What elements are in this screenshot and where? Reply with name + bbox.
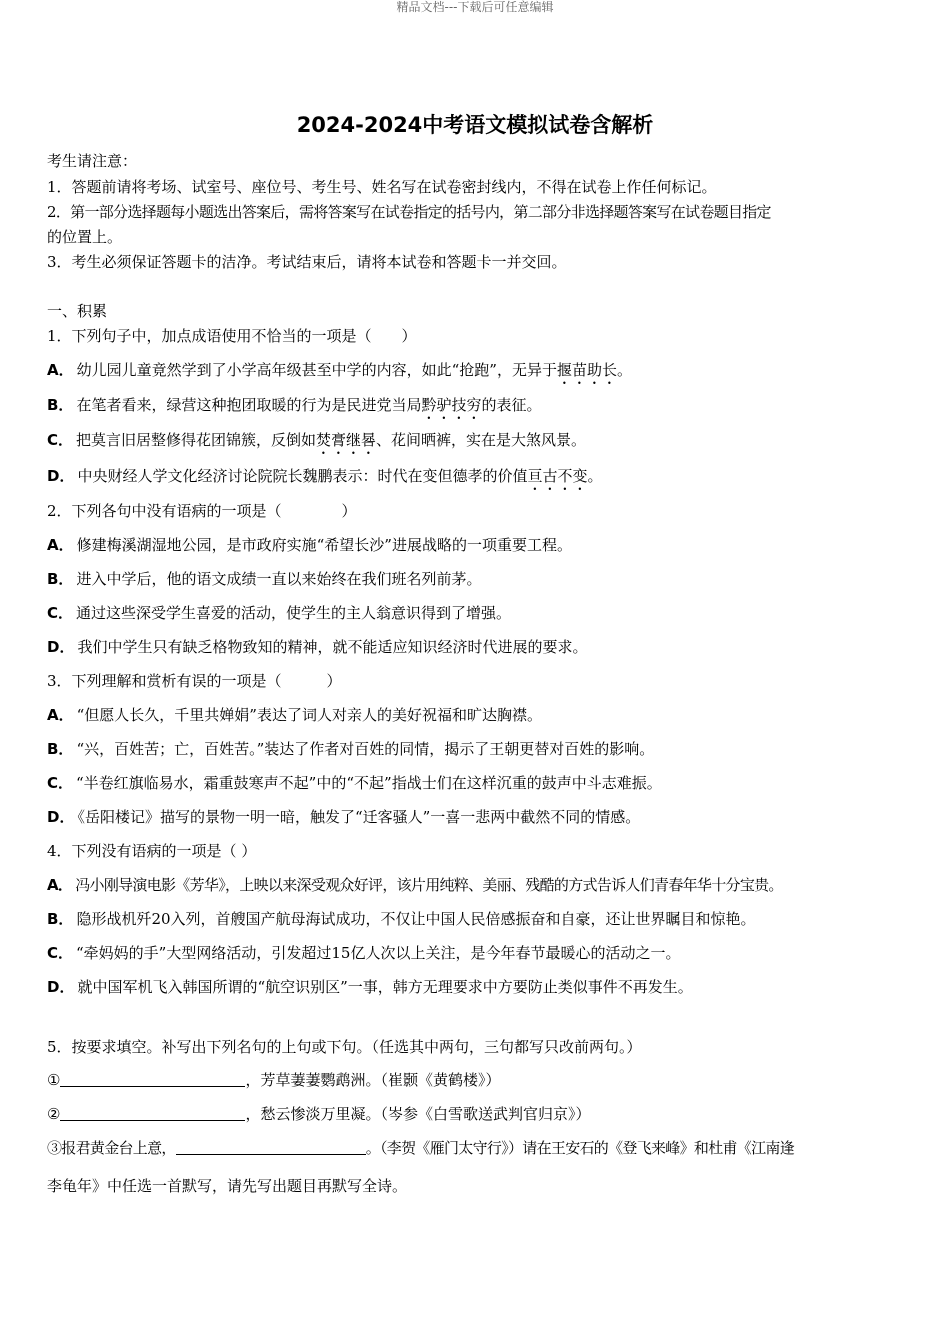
fill-number: ② bbox=[47, 1105, 61, 1123]
option-label: D． bbox=[47, 467, 75, 485]
option-text: “但愿人长久，千里共婵娟”表达了词人对亲人的美好祝福和旷达胸襟。 bbox=[76, 706, 542, 724]
notice-item: 3．考生必须保证答题卡的洁净。考试结束后，请将本试卷和答题卡一并交回。 bbox=[47, 253, 567, 271]
fill-number: ① bbox=[47, 1071, 61, 1089]
notice-item: 的位置上。 bbox=[47, 228, 123, 246]
answer-blank[interactable] bbox=[176, 1139, 366, 1155]
option-label: C． bbox=[47, 431, 74, 449]
option-label: A． bbox=[47, 876, 73, 894]
option-text: 在笔者看来，绿营这种抱团取暖的行为是民进党当局 bbox=[76, 396, 422, 414]
option-text: 幼儿园儿童竟然学到了小学高年级甚至中学的内容，如此“抢跑”，无异于 bbox=[76, 361, 557, 379]
question-3-stem: 3．下列理解和赏析有误的一项是（ ） bbox=[47, 672, 342, 690]
option-text: “牵妈妈的手”大型网络活动，引发超过15亿人次以上关注，是今年春节最暖心的活动之一。 bbox=[76, 944, 681, 962]
question-4-option-c bbox=[47, 943, 680, 963]
question-3-option-c bbox=[47, 773, 662, 793]
question-1-option-b bbox=[47, 395, 541, 423]
option-label: A． bbox=[47, 361, 74, 379]
question-3-option-d bbox=[47, 807, 640, 827]
notice-item: 1．答题前请将考场、试室号、座位号、考生号、姓名写在试卷密封线内，不得在试卷上作任何标记。 bbox=[47, 178, 717, 196]
option-text: 修建梅溪湖湿地公园，是市政府实施“希望长沙”进展战略的一项重要工程。 bbox=[76, 536, 572, 554]
option-label: B． bbox=[47, 740, 74, 758]
section-heading: 一、积累 bbox=[47, 302, 108, 320]
option-text: 我们中学生只有缺乏格物致知的精神，就不能适应知识经济时代进展的要求。 bbox=[77, 638, 588, 656]
fill-line-3 bbox=[47, 1138, 794, 1158]
notice-heading: 考生请注意： bbox=[47, 152, 138, 170]
question-4-option-d bbox=[47, 977, 693, 997]
answer-blank[interactable] bbox=[60, 1105, 245, 1121]
notice-item: 2．第一部分选择题每小题选出答案后，需将答案写在试卷指定的括号内，第二部分非选择题答案写在试卷题目指定 bbox=[47, 203, 771, 221]
page-header: 精品文档---下载后可任意编辑 bbox=[396, 0, 554, 14]
question-2-stem: 2．下列各句中没有语病的一项是（ ） bbox=[47, 502, 357, 520]
question-4-option-b bbox=[47, 909, 756, 929]
option-text: 的表征。 bbox=[481, 396, 542, 414]
option-text: “兴，百姓苦；亡，百姓苦。”装达了作者对百姓的同情，揭示了王朝更替对百姓的影响。 bbox=[76, 740, 655, 758]
fill-text: 。（李贺《雁门太守行》）请在王安石的《登飞来峰》和杜甫《江南逢 bbox=[365, 1139, 795, 1157]
option-text: 冯小刚导演电影《芳华》，上映以来深受观众好评，该片用纯粹、美丽、残酷的方式告诉人们青春年华十分宝贵。 bbox=[75, 876, 783, 894]
option-label: C． bbox=[47, 774, 74, 792]
option-text: “半卷红旗临易水，霜重鼓寒声不起”中的“不起”指战士们在这样沉重的鼓声中斗志难振。 bbox=[76, 774, 662, 792]
option-text: 隐形战机歼20入列，首艘国产航母海试成功，不仅让中国人民倍感振奋和自豪，还让世界瞩目和惊艳。 bbox=[76, 910, 756, 928]
option-label: B． bbox=[47, 396, 74, 414]
question-4-option-a bbox=[47, 875, 783, 895]
dotted-idiom: 揠苗助长 bbox=[556, 361, 617, 379]
fill-line-4: 李龟年》中任选一首默写，请先写出题目再默写全诗。 bbox=[47, 1177, 408, 1195]
question-1-option-c bbox=[47, 430, 586, 458]
dotted-idiom: 焚膏继晷 bbox=[316, 431, 377, 449]
question-1-option-d bbox=[47, 466, 603, 494]
option-label: B． bbox=[47, 910, 74, 928]
fill-text: ③报君黄金台上意， bbox=[47, 1139, 176, 1157]
dotted-idiom: 黔驴技穷 bbox=[421, 396, 482, 414]
option-text: 。 bbox=[587, 467, 603, 485]
option-label: A． bbox=[47, 536, 74, 554]
page-title: 2024-2024中考语文模拟试卷含解析 bbox=[296, 113, 654, 137]
option-text: 把莫言旧居整修得花团锦簇，反倒如 bbox=[76, 431, 317, 449]
option-label: B． bbox=[47, 570, 74, 588]
option-text: 《岳阳楼记》描写的景物一明一暗，触发了“迁客骚人”一喜一悲两中截然不同的情感。 bbox=[77, 808, 641, 826]
question-1-stem: 1．下列句子中，加点成语使用不恰当的一项是（ ） bbox=[47, 327, 417, 345]
question-4-stem: 4．下列没有语病的一项是（ ） bbox=[47, 842, 257, 860]
option-label: A． bbox=[47, 706, 74, 724]
dotted-idiom: 亘古不变 bbox=[527, 467, 588, 485]
fill-text: ，芳草萋萋鹦鹉洲。（崔颢《黄鹤楼》） bbox=[245, 1071, 501, 1089]
option-text: 、花间晒裤，实在是大煞风景。 bbox=[376, 431, 587, 449]
fill-line-1 bbox=[47, 1070, 500, 1090]
question-5-stem: 5．按要求填空。补写出下列名句的上句或下句。（任选其中两句，三句都写只改前两句。） bbox=[47, 1038, 642, 1056]
fill-line-2 bbox=[47, 1104, 590, 1124]
option-text: 。 bbox=[616, 361, 632, 379]
option-label: D． bbox=[47, 978, 75, 996]
question-2-option-b bbox=[47, 569, 481, 589]
option-label: C． bbox=[47, 604, 74, 622]
option-text: 中央财经人学文化经济讨论院院长魏鹏表示：时代在变但德孝的价值 bbox=[77, 467, 528, 485]
question-3-option-b bbox=[47, 739, 654, 759]
option-label: C． bbox=[47, 944, 74, 962]
question-1-option-a bbox=[47, 360, 632, 388]
option-text: 就中国军机飞入韩国所谓的“航空识别区”一事，韩方无理要求中方要防止类似事件不再发生。 bbox=[77, 978, 693, 996]
option-label: D． bbox=[47, 638, 75, 656]
option-text: 进入中学后，他的语文成绩一直以来始终在我们班名列前茅。 bbox=[76, 570, 482, 588]
question-2-option-c bbox=[47, 603, 511, 623]
option-text: 通过这些深受学生喜爱的活动，使学生的主人翁意识得到了增强。 bbox=[76, 604, 512, 622]
question-2-option-a bbox=[47, 535, 572, 555]
question-3-option-a bbox=[47, 705, 542, 725]
option-label: D． bbox=[47, 808, 75, 826]
question-2-option-d bbox=[47, 637, 587, 657]
answer-blank[interactable] bbox=[60, 1071, 245, 1087]
fill-text: ，愁云惨淡万里凝。（岑参《白雪歌送武判官归京》） bbox=[245, 1105, 591, 1123]
